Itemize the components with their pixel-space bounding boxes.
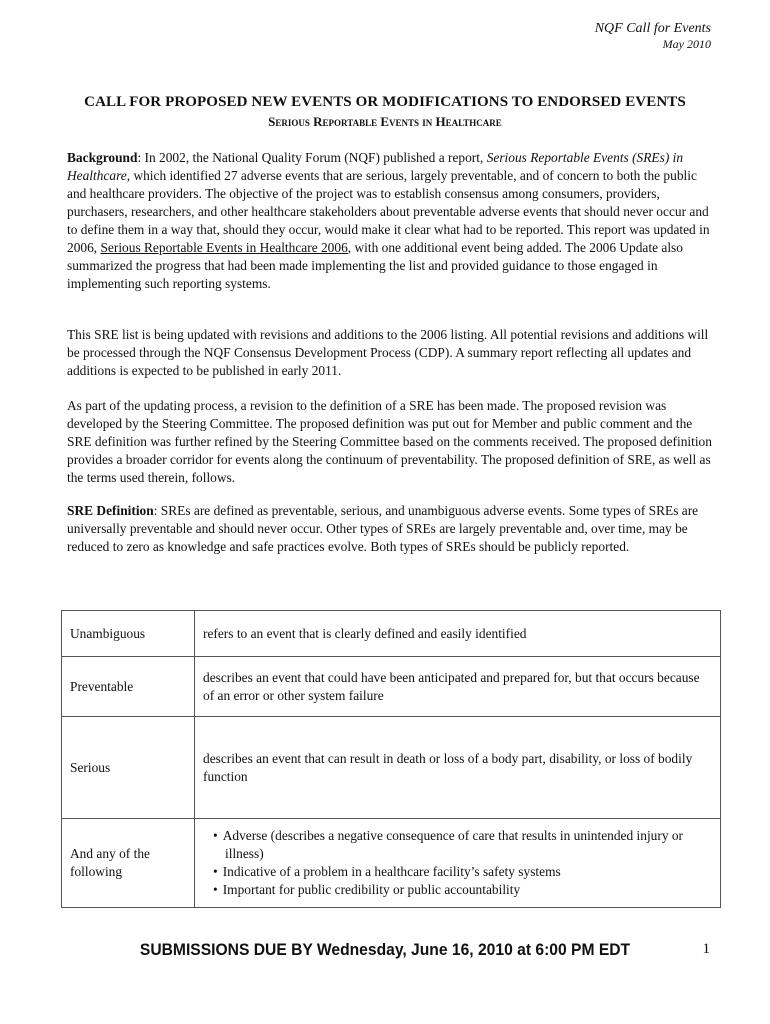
sre-definition-paragraph: SRE Definition: SREs are defined as preventable, serious, and unambiguous adverse events. Some types of SREs are universally preventable and should never occur. Other types of SREs are largely preventable and, over time, may be reduced to zero as knowledge and safe practices evolve. Both types of SREs should be publicly reported.	[67, 503, 699, 554]
sre-definition-label: SRE Definition	[67, 503, 154, 518]
term-cell: And any of the following	[62, 819, 195, 908]
background-text-2: , which identified 27 adverse events that are serious, largely preventable, and of concern to both the public and healthcare providers. The objective of the project was to establish consensus among consumers, providers, purchasers, researchers, and other healthcare stakeholders about preventable adverse events that should never occur and to define them in a way that, should they occur, would make it clear what had to be reported. This report was updated in 2006,	[67, 168, 710, 255]
term-cell: Preventable	[62, 657, 195, 717]
term-cell: Serious	[62, 717, 195, 819]
term-cell: Unambiguous	[62, 611, 195, 657]
report-2006-link[interactable]: Serious Reportable Events in Healthcare 2006	[100, 240, 348, 255]
report-title: Serious Reportable Events (SREs) in Healthcare	[67, 150, 684, 183]
background-text-1: In 2002, the National Quality Forum (NQF) published a report,	[144, 150, 487, 165]
revision-paragraph: As part of the updating process, a revision to the definition of a SRE has been made. The proposed revision was developed by the Steering Committee. The proposed definition was put out for Member and public comment and the SRE definition was further refined by the Steering Committee based on the comments received. The proposed definition provides a broader corridor for events along the continuum of preventability. The proposed definition of SRE, as well as the terms used therein, follows.	[67, 398, 712, 485]
table-row	[62, 611, 721, 657]
definition-cell: describes an event that could have been anticipated and prepared for, but that occurs because of an error or other system failure	[195, 657, 721, 717]
definition-cell: describes an event that can result in death or loss of a body part, disability, or loss of bodily function	[195, 717, 721, 819]
list-item: • Important for public credibility or public accountability	[215, 881, 712, 899]
definitions-table	[61, 610, 721, 908]
background-text-3: , with one additional event being added. The 2006 Update also summarized the progress that had been made implementing the list and provided guidance to those engaged in implementing such reporting systems.	[67, 240, 683, 291]
page-number: 1	[702, 941, 710, 957]
list-item: • Indicative of a problem in a healthcare facility’s safety systems	[215, 863, 712, 881]
background-paragraph: Background: In 2002, the National Quality Forum (NQF) published a report, Serious Reportable Events (SREs) in Healthcare, which identified 27 adverse events that are serious, largely preventable, and of concern to both the public and healthcare providers. The objective of the project was to establish consensus among consumers, providers, purchasers, researchers, and other healthcare stakeholders about preventable adverse events that should never occur and to define them in a way that, should they occur, would make it clear what had to be reported. This report was updated in 2006, Serious Reportable Events in Healthcare 2006, with one additional event being added. The 2006 Update also summarized the progress that had been made implementing the list and provided guidance to those engaged in implementing such reporting systems.	[67, 150, 710, 291]
table-row	[62, 717, 721, 819]
update-paragraph: This SRE list is being updated with revisions and additions to the 2006 listing. All potential revisions and additions will be processed through the NQF Consensus Development Process (CDP). A summary report reflecting all updates and additions is expected to be published in early 2011.	[67, 327, 709, 378]
running-header	[595, 20, 711, 52]
criteria-list	[203, 827, 712, 899]
table-row	[62, 657, 721, 717]
definition-cell	[195, 819, 721, 908]
submission-deadline: SUBMISSIONS DUE BY Wednesday, June 16, 2010 at 6:00 PM EDT	[139, 940, 631, 959]
sre-definition-text: SREs are defined as preventable, serious, and unambiguous adverse events. Some types of SREs are universally preventable and should never occur. Other types of SREs are largely preventable and, over time, may be reduced to zero as knowledge and safe practices evolve. Both types of SREs should be publicly reported.	[67, 503, 699, 554]
header-doc-label: NQF Call for Events	[594, 21, 711, 36]
definition-cell: refers to an event that is clearly defined and easily identified	[195, 611, 721, 657]
background-label: Background	[67, 150, 138, 165]
header-date: May 2010	[662, 37, 711, 51]
page-subtitle: Serious Reportable Events in Healthcare	[268, 114, 502, 129]
page-title: CALL FOR PROPOSED NEW EVENTS OR MODIFICATIONS TO ENDORSED EVENTS	[84, 94, 686, 110]
table-row	[62, 819, 721, 908]
list-item: • Adverse (describes a negative consequence of care that results in unintended injury or illness)	[215, 827, 712, 863]
